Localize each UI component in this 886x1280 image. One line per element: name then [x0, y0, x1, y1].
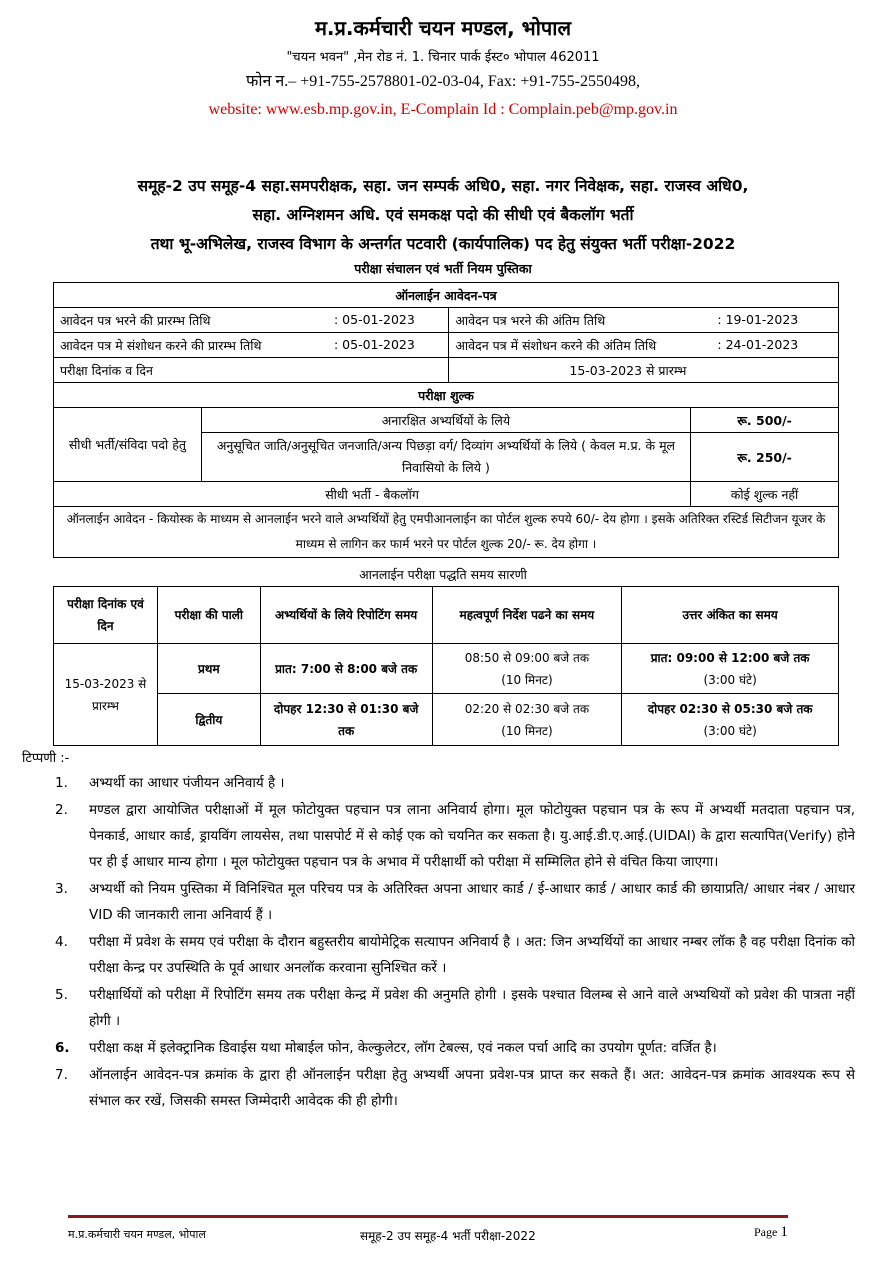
- note-text: परीक्षार्थियों को परीक्षा में रिपोटिंग समय तक परीक्षा केन्द्र में प्रवेश की अनुमति होगी । इसके पश्चात विलम्ब से आने वाले अभ्यथियों को प्रवेश की पात्रता नहीं होगी ।: [89, 987, 855, 1029]
- edit-start-value: : 05-01-2023: [334, 336, 415, 352]
- col-header: महत्वपूर्ण निर्देश पढने का समय: [432, 587, 622, 644]
- application-fee-table: [53, 282, 839, 558]
- note-number: 1.: [55, 775, 68, 791]
- reporting-time: दोपहर 12:30 से 01:30 बजे तक: [260, 694, 432, 746]
- fee-backlog-amount: कोई शुल्क नहीं: [691, 482, 839, 507]
- instruction-time: [432, 644, 622, 694]
- fee-general-amount: रू. 500/-: [691, 408, 839, 433]
- table-row: [54, 358, 839, 383]
- table-row: [54, 283, 839, 308]
- fee-reserved-desc: अनुसूचित जाति/अनुसूचित जनजाति/अन्य पिछड़ा वर्ग/ दिव्यांग अभ्यर्थियों के लिये ( केवल म.प्र. के मूल निवासियो के लिये ): [201, 433, 690, 482]
- note-text: ऑनलाईन आवेदन-पत्र क्रमांक के द्वारा ही ऑनलाईन परीक्षा हेतु अभ्यर्थी अपना प्रवेश-पत्र प्राप्त कर सकते हैं। अत: आवेदन-पत्र क्रमांक आवश्यक रूप से संभाल कर रखें, जिसकी समस्त जिम्मेदारी आवेदक की ही होगी।: [89, 1067, 855, 1109]
- fee-reserved-amount: रू. 250/-: [691, 433, 839, 482]
- list-item: [55, 876, 855, 928]
- start-date-value: : 05-01-2023: [334, 311, 415, 327]
- table-row: [54, 507, 839, 558]
- portal-fee-note: ऑनलाईन आवेदन - कियोस्क के माध्यम से आनलाईन भरने वाले अभ्यर्थियों हेतु एमपीआनलाईन का पोर्टल शुल्क रुपये 60/- देय होगा । इसके अतिरिक्त रस्टिर्ड सिटीजन यूजर के माध्यम से लागिन कर फार्म भरने पर पोर्टल शुल्क 20/- रू. देय होगा ।: [54, 507, 839, 558]
- answer-duration: (3:00 घंटे): [703, 723, 757, 738]
- edit-start-label: आवेदन पत्र मे संशोधन करने की प्रारम्भ तिथि: [60, 337, 262, 353]
- table-row: [54, 644, 839, 694]
- instruction-duration: (10 मिनट): [501, 723, 553, 738]
- table-row: [54, 333, 839, 358]
- notes-list: [55, 770, 855, 1115]
- note-number: 2.: [55, 802, 68, 818]
- list-item: [55, 797, 855, 875]
- table-row: [54, 383, 839, 408]
- org-name: म.प्र.कर्मचारी चयन मण्डल, भोपाल: [314, 16, 572, 40]
- list-item: [55, 1035, 855, 1061]
- page-number: [754, 1224, 788, 1241]
- edit-end-label: आवेदन पत्र में संशोधन करने की अंतिम तिथि: [455, 337, 657, 353]
- fee-general-desc: अनारक्षित अभ्यर्थियों के लिये: [201, 408, 690, 433]
- answer-time: [622, 694, 839, 746]
- start-date-label: आवेदन पत्र भरने की प्रारम्भ तिथि: [60, 312, 211, 328]
- exam-title-block: [20, 172, 866, 277]
- table-row: [54, 408, 839, 433]
- title-line-1: समूह-2 उप समूह-4 सहा.समपरीक्षक, सहा. जन सम्पर्क अधि0, सहा. नगर निवेक्षक, सहा. राजस्व अधि0,: [137, 177, 749, 195]
- col-header: परीक्षा की पाली: [157, 587, 260, 644]
- shift-name: द्वितीय: [157, 694, 260, 746]
- fee-group: सीधी भर्ती/संविदा पदो हेतु: [54, 408, 202, 482]
- date-cell: [54, 333, 449, 358]
- list-item: [55, 770, 855, 796]
- col-header: परीक्षा दिनांक एवं दिन: [54, 587, 158, 644]
- end-date-value: : 19-01-2023: [717, 311, 799, 327]
- org-phone: फोन न.– +91-755-2578801-02-03-04, Fax: +91-755-2550498,: [245, 73, 641, 90]
- schedule-caption: आनलाईन परीक्षा पद्धति समय सारणी: [359, 567, 527, 582]
- page-label: Page: [754, 1225, 778, 1239]
- notes-label: टिप्पणी :-: [22, 751, 70, 766]
- answer-time-text: प्रात: 09:00 से 12:00 बजे तक: [650, 650, 810, 665]
- shift-name: प्रथम: [157, 644, 260, 694]
- fee-backlog-desc: सीधी भर्ती - बैकलॉग: [54, 482, 691, 507]
- note-number: 7.: [55, 1067, 68, 1083]
- note-number: 4.: [55, 934, 68, 950]
- note-number: 5.: [55, 987, 68, 1003]
- table-row: [54, 694, 839, 746]
- note-text: अभ्यर्थी को नियम पुस्तिका में विनिश्चित मूल परिचय पत्र के अतिरिक्त अपना आधार कार्ड / ई-आधार कार्ड / आधार कार्ड की छायाप्रति/ आधार नंबर / आधार VID की जानकारी लाना अनिवार्य हैं ।: [89, 881, 855, 923]
- note-text: परीक्षा में प्रवेश के समय एवं परीक्षा के दौरान बहुस्तरीय बायोमेट्रिक सत्यापन अनिवार्य है । अत: जिन अभ्यर्थियों का आधार नम्बर लॉक है वह परीक्षा दिनांक को परीक्षा केन्द्र पर उपस्थिति के पूर्व आधार अनलॉक करवाना सुनिश्चित करें ।: [89, 934, 855, 976]
- date-cell: [54, 308, 449, 333]
- answer-time-text: दोपहर 02:30 से 05:30 बजे तक: [647, 701, 813, 716]
- footer-org: म.प्र.कर्मचारी चयन मण्डल, भोपाल: [68, 1228, 206, 1241]
- org-website[interactable]: website: www.esb.mp.gov.in, E-Complain Id : Complain.peb@mp.gov.in: [208, 101, 678, 118]
- letterhead: [0, 0, 886, 119]
- schedule-date: 15-03-2023 से प्रारम्भ: [54, 644, 158, 746]
- exam-date-value: 15-03-2023 से प्रारम्भ: [449, 358, 839, 383]
- date-cell: [449, 308, 839, 333]
- list-item: [55, 929, 855, 981]
- note-number: 6.: [55, 1040, 70, 1056]
- edit-end-value: : 24-01-2023: [717, 336, 799, 352]
- date-cell: [449, 333, 839, 358]
- instruction-time-text: 02:20 से 02:30 बजे तक: [464, 701, 590, 716]
- footer-exam: समूह-2 उप समूह-4 भर्ती परीक्षा-2022: [360, 1229, 536, 1243]
- org-address: "चयन भवन" ,मेन रोड नं. 1. चिनार पार्क ईस्ट० भोपाल 462011: [286, 50, 600, 65]
- exam-date-label: परीक्षा दिनांक व दिन: [54, 358, 449, 383]
- table-row: [54, 587, 839, 644]
- title-line-3: तथा भू-अभिलेख, राजस्व विभाग के अन्तर्गत पटवारी (कार्यपालिक) पद हेतु संयुक्त भर्ती परीक्षा-2022: [150, 235, 736, 253]
- table-row: [54, 308, 839, 333]
- fee-heading: परीक्षा शुल्क: [54, 383, 839, 408]
- footer-divider: [68, 1215, 788, 1218]
- note-number: 3.: [55, 881, 68, 897]
- exam-schedule-table: [53, 586, 839, 746]
- note-text: मण्डल द्वारा आयोजित परीक्षाओं में मूल फोटोयुक्त पहचान पत्र लाना अनिवार्य होगा। मूल फोटोयुक्त पहचान पत्र के रूप में अभ्यर्थी मतदाता पहचान पत्र, पेनकार्ड, आधार कार्ड, ड्रायविंग लायसेस, तथा पासपोर्ट में से कोई एक को चयनित कर सकता है। यु.आई.डी.ए.आई.(UIDAI) के द्वारा सत्यापित(Verify) होने पर ही ई आधार मान्य होगा । मूल फोटोयुक्त पहचान पत्र के अभाव में परीक्षार्थी को परीक्षा में सम्मिलित होने से वंचित किया जाएगा।: [89, 802, 855, 870]
- title-line-2: सहा. अग्निशमन अधि. एवं समकक्ष पदो की सीधी एवं बैकलॉग भर्ती: [252, 206, 634, 224]
- list-item: [55, 1062, 855, 1114]
- reporting-time: प्रात: 7:00 से 8:00 बजे तक: [260, 644, 432, 694]
- note-text: परीक्षा कक्ष में इलेक्ट्रानिक डिवाईस यथा मोबाईल फोन, केल्कुलेटर, लॉग टेबल्स, एवं नकल पर्चा आदि का उपयोग पूर्णत: वर्जित है।: [89, 1040, 717, 1056]
- answer-time: [622, 644, 839, 694]
- instruction-time-text: 08:50 से 09:00 बजे तक: [464, 650, 590, 665]
- online-heading: ऑनलाईन आवेदन-पत्र: [54, 283, 839, 308]
- page-num: 1: [780, 1224, 788, 1240]
- instruction-duration: (10 मिनट): [501, 672, 553, 687]
- table-row: [54, 482, 839, 507]
- col-header: अभ्यर्थियों के लिये रिपोटिंग समय: [260, 587, 432, 644]
- list-item: [55, 982, 855, 1034]
- booklet-subtitle: परीक्षा संचालन एवं भर्ती नियम पुस्तिका: [354, 261, 532, 276]
- instruction-time: [432, 694, 622, 746]
- end-date-label: आवेदन पत्र भरने की अंतिम तिथि: [455, 312, 606, 328]
- note-text: अभ्यर्थी का आधार पंजीयन अनिवार्य है ।: [89, 775, 285, 791]
- answer-duration: (3:00 घंटे): [703, 672, 757, 687]
- col-header: उत्तर अंकित का समय: [622, 587, 839, 644]
